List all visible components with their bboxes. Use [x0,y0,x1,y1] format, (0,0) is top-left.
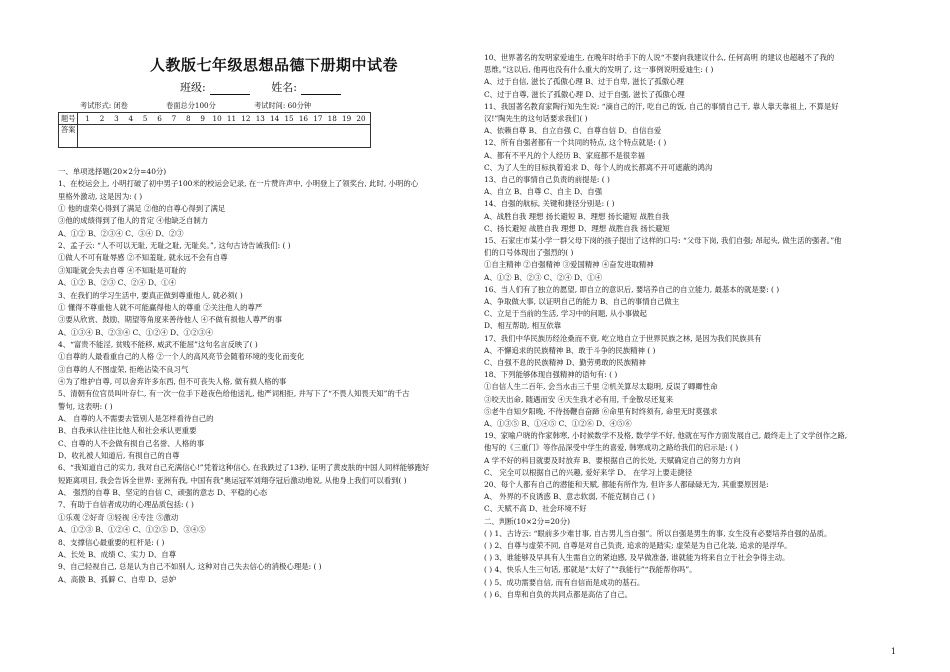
text-line: ( ) 2、自尊与虚荣不同, 自尊是对自己负责, 追求的是踏实; 虚荣是为自己化装, 追求的是浮华。 [484,541,792,550]
text-line: ( ) 5、成功需要自信, 而有自信而是成功的基石。 [484,577,645,587]
text-line: A、过于自信, 滋长了孤傲心理 B、过于自卑, 滋长了孤傲心理 [484,77,684,87]
text-line: 11、我国著名教育家陶行知先生说: “滴自己的汗, 吃自己的饭, 自己的事情自己干, 靠人靠天靠祖上, 不算是好 [484,101,839,111]
text-line: ④为了维护自尊, 可以舍弃许多东西, 但不可丧失人格, 做有损人格的事 [58,376,287,386]
text-line: C、过于自尊, 滋长了孤傲心理 D、过于自强, 滋长了孤傲心理 [484,89,685,99]
question-number: 8 [186,114,191,123]
text-line: 20、每个人都有自己的潜能和天赋, 都能有所作为, 但许多人都碌碌无为, 其重要原因是: [484,480,769,489]
text-line: A、①③⑤ B、①④⑤ C、①②⑥ D、④⑤⑥ [484,419,632,428]
text-line: 汉!”陶先生的这句话要求我们( ) [484,114,588,123]
text-line: 10、世界著名的发明家爱迪生, 在晚年时给手下的人说“不要向我建议什么, 任何高明 的建议也超越不了我的 [484,53,835,62]
text-line: C、天赋不高 D、社会环境不好 [484,504,587,514]
text-line: 19、家喻户晓的作家韩寒, 小时候数学不及格, 数学学不好, 他就在写作方面发展自己, 最终走上了文学创作之路, [484,431,848,441]
text-line: ① 他的虚荣心得到了满足 ②他的自尊心得到了满足 [58,204,226,214]
text-line: C、 完全可以根据自己的兴趣, 爱好来学 D、 在学习上要走捷径 [484,467,693,477]
text-line: ③他的成绩得到了他人的肯定 ④他缺乏自制力 [58,216,209,226]
text-line: 9、自己轻视自己, 总是认为自己不如别人, 这种对自己失去信心的消极心理是: ( ) [58,562,322,572]
text-line: ①自信人生二百年, 会当水击三千里 ②机关算尽太聪明, 反误了卿卿性命 [484,382,718,392]
text-line: D、相互帮助, 相互依靠 [484,321,562,331]
question-number: 12 [241,114,251,123]
text-line: 2、孟子云: “人不可以无耻, 无耻之耻, 无耻矣。”, 这句古诗告诫我们: ( ) [58,241,291,251]
answer-table-row-label: 题号 [59,113,78,125]
answer-table [58,112,371,148]
name-blank[interactable] [301,84,341,95]
text-line: D、收礼被人知道后, 有损自己的自尊 [58,451,180,461]
text-line: ③自尊的人不图虚荣, 拒绝沾染不良习气 [58,364,189,374]
text-line: ③知耻就会失去自尊 ④不知耻是可耻的 [58,265,186,275]
text-line: 13、自己的事情自己负责的前提是: ( ) [484,175,610,184]
text-line: 一、单项选择题(20×2分=40分) [58,167,167,176]
text-line: C、立足于当前的生活, 学习中的问题, 从小事做起 [484,309,647,319]
text-line: B、自我承认往往比他人和社会承认更重要 [58,426,197,436]
question-number: 17 [313,114,323,123]
question-number: 14 [270,114,280,123]
text-line: 6、“我知道自己的实力, 我对自己充满信心!”凭着这种信心, 在我跌过了13秒, 证明了黄皮肤的中国人同样能够跑好 [58,463,430,473]
text-line: ① 懂得不尊重他人就不可能赢得他人的尊重 ②关注他人的尊严 [58,302,263,312]
text-line: 4、“富贵不能淫, 贫贱不能移, 威武不能屈”这句名言反映了( ) [58,339,258,349]
text-line: ①自尊的人最看重自己的人格 ②一个人的高风亮节会随着环境的变化而变化 [58,352,305,362]
text-line: ①自主精神 ②自强精神 ③爱国精神 ④奋发进取精神 [484,260,654,270]
text-line: 里格外激动, 这是因为: ( ) [58,191,143,201]
text-line: A、不懈追求的民族精神 B、敢于斗争的民族精神 ( ) [484,345,656,355]
text-line: A、长处 B、成绩 C、实力 D、自尊 [58,549,177,559]
exam-time: 考试时间: 60分钟 [254,101,312,110]
question-number: 4 [128,114,134,123]
class-blank[interactable] [210,84,250,95]
text-line: 二、判断(10×2分=20分) [484,516,571,526]
text-line: 16、当人们有了独立的愿望, 即自立的意识后, 要培养自己的自立能力, 最基本的就是要: ( ) [484,284,780,294]
text-line: A、都有不平凡的个人经历 B、家庭都不是很幸福 [484,150,645,160]
text-line: C、为了人生的目标执着追求 D、每个人的成长都离不开可遮蔽的鸿沟 [484,162,713,172]
text-line: 17、我们中华民族历经沧桑而不衰, 屹立地自立于世界民族之林, 是因为我们民族具有 [484,333,762,343]
text-line: A、①② B、②③ C、②④ D、①④ [58,278,177,288]
answer-table-answer-row [59,125,371,148]
question-number: 10 [212,114,222,123]
question-number: 7 [171,114,177,123]
question-number: 20 [356,114,366,123]
text-line: A、 外界的不良诱惑 B、意志软弱, 不能克制自己 ( ) [484,492,656,502]
text-line: 3、在我们的学习生活中, 要真正做到尊重他人, 就必须( ) [58,290,243,300]
text-line: A 学不好的科目就要及时放弃 B、要根据自己的长处, 天赋确定自己的努力方向 [484,455,741,465]
text-line: C、自尊的人不会做有损自己名誉、人格的事 [58,438,205,448]
text-line: ⑤老牛自知夕阳晚, 不待扬鞭自奋蹄 ⑥命里有时终须有, 命里无时莫强求 [484,406,718,416]
name-label: 姓名: [271,81,297,94]
text-line: C、自强不息的民族精神 D、勤劳勇敢的民族精神 [484,358,646,367]
question-number: 19 [342,114,352,123]
text-line: A、①②③ B、①②④ C、①②⑤ D、③④⑤ [58,525,206,535]
question-number: 9 [200,114,205,123]
text-line: 思维。”这以后, 他再也没有什么重大的发明了, 这一事例说明爱迪生: ( ) [484,65,714,75]
text-line: ( ) 3、谁能够及早具有人生需自立的紧迫感, 及早做准备, 谁就能为将来自立于社会争得主动。 [484,553,790,563]
question-number: 1 [85,114,90,123]
question-number: 6 [157,114,162,123]
text-line: A、依赖自尊 B、自立自强 C、自尊自信 D、自信自爱 [484,126,662,136]
text-line: C、扬长避短 战胜自我 理想 D、理想 战胜自我 扬长避短 [484,223,670,233]
text-line: A、自立 B、自尊 C、自主 D、自强 [484,187,603,197]
text-line: A、 自尊的人不需要去管别人是怎样看待自己的 [58,414,214,423]
question-number: 15 [284,114,294,123]
text-line: ( ) 1、古诗云: “眼前多少难甘事, 自古男儿当自强”。所以自强是男生的事, 女生没有必要培养自强的品质。 [484,528,832,538]
question-number: 2 [99,114,105,123]
text-line: ( ) 6、自卑和自负的共同点都是高估了自己。 [484,589,633,599]
question-number: 3 [114,114,119,123]
text-line: 警句, 这表明: ( ) [58,401,113,411]
text-line: A、①② B、②③④ C、③④ D、②③ [58,228,184,238]
text-line: 们的口号体现出了强烈的( ) [484,248,574,258]
page-title: 人教版七年级思想品德下册期中试卷 [150,56,399,74]
text-line: ( ) 4、快乐人生三句话, 那就是“太好了”“我能行”“我能帮你吗”。 [484,565,697,575]
text-line: ①乐观 ②好奇 ③轻视 ④专注 ⑤激动 [58,512,179,522]
question-number: 5 [142,114,148,123]
question-number: 18 [327,114,337,123]
exam-meta [80,101,347,111]
text-line: ③咬天出命, 随遇而安 ④天生我才必有用, 千金散尽还复来 [484,394,674,404]
text-line: A、 强烈的自尊 B、坚定的自信 C、顽强的意志 D、平稳的心态 [58,488,268,498]
text-line: ①做人不可有耻辱感 ②不知羞耻, 就永远不会有自尊 [58,253,228,263]
exam-format: 考试形式: 闭卷 [80,101,128,110]
text-line: 15、石家庄市某小学一群父母下岗的孩子提出了这样的口号: “父母下岗, 我们自强; 昂起头, 做生活的强者。”他 [484,236,842,245]
answer-table-answer-label: 答案 [59,125,78,148]
text-line: 短距离项目, 我会告诉全世界: 亚洲有我, 中国有我”奥运冠军刘翔夺冠后激动地说, 从他身上我们可以看到( ) [58,475,407,485]
text-line: A、①② B、②③ C、②④ D、①④ [484,272,603,282]
class-label: 班级: [180,81,206,94]
text-line: 14、自强的航标, 关键和捷径分别是: ( ) [484,199,615,209]
question-number: 16 [298,114,309,123]
answer-table-number-row [59,113,371,125]
text-line: 8、支撑信心最重要的杠杆是: ( ) [58,537,165,547]
text-line: A、①③④ B、②③④ C、①②④ D、①②③④ [58,327,214,337]
question-number: 11 [226,114,237,123]
text-line: 他写的《三重门》等作品深受中学生的喜爱, 韩寒成功之路给我们的启示是: ( ) [484,443,739,453]
text-line: 18、下列能够体现自强精神的语句有: ( ) [484,370,618,380]
text-line: 5、清朝有位官员叫叶存仁, 有一次一位手下趁夜色给他送礼, 他严词相拒, 并写下了“不畏人知畏天知”的千古 [58,389,410,399]
text-line: 12、所有自强者都有一个共同的特点, 这个特点就是: ( ) [484,138,667,148]
page-number: 1 [890,647,896,656]
exam-total-score: 卷面总分100分 [166,101,216,110]
answer-cell[interactable] [78,125,371,148]
text-line: 7、有助于自信者成功的心理品质包括: ( ) [58,500,194,510]
question-number: 13 [255,114,265,123]
student-info [180,79,345,95]
text-line: A、战胜自我 理想 扬长避短 B、理想 扬长避短 战胜自我 [484,211,670,221]
text-line: ③要从欣赏、鼓励、期望等角度来善待他人 ④不做有损他人尊严的事 [58,315,283,325]
answer-table-numbers [78,113,371,125]
text-line: 1、在校运会上, 小明打破了初中男子100米的校运会记录, 在一片赞许声中, 小明登上了领奖台, 此时, 小明的心 [58,179,419,189]
text-line: A、高傲 B、孤僻 C、自卑 D、忌妒 [58,574,177,584]
text-line: A、争取做大事, 以证明自己的能力 B、自己的事情自己做主 [484,297,680,306]
